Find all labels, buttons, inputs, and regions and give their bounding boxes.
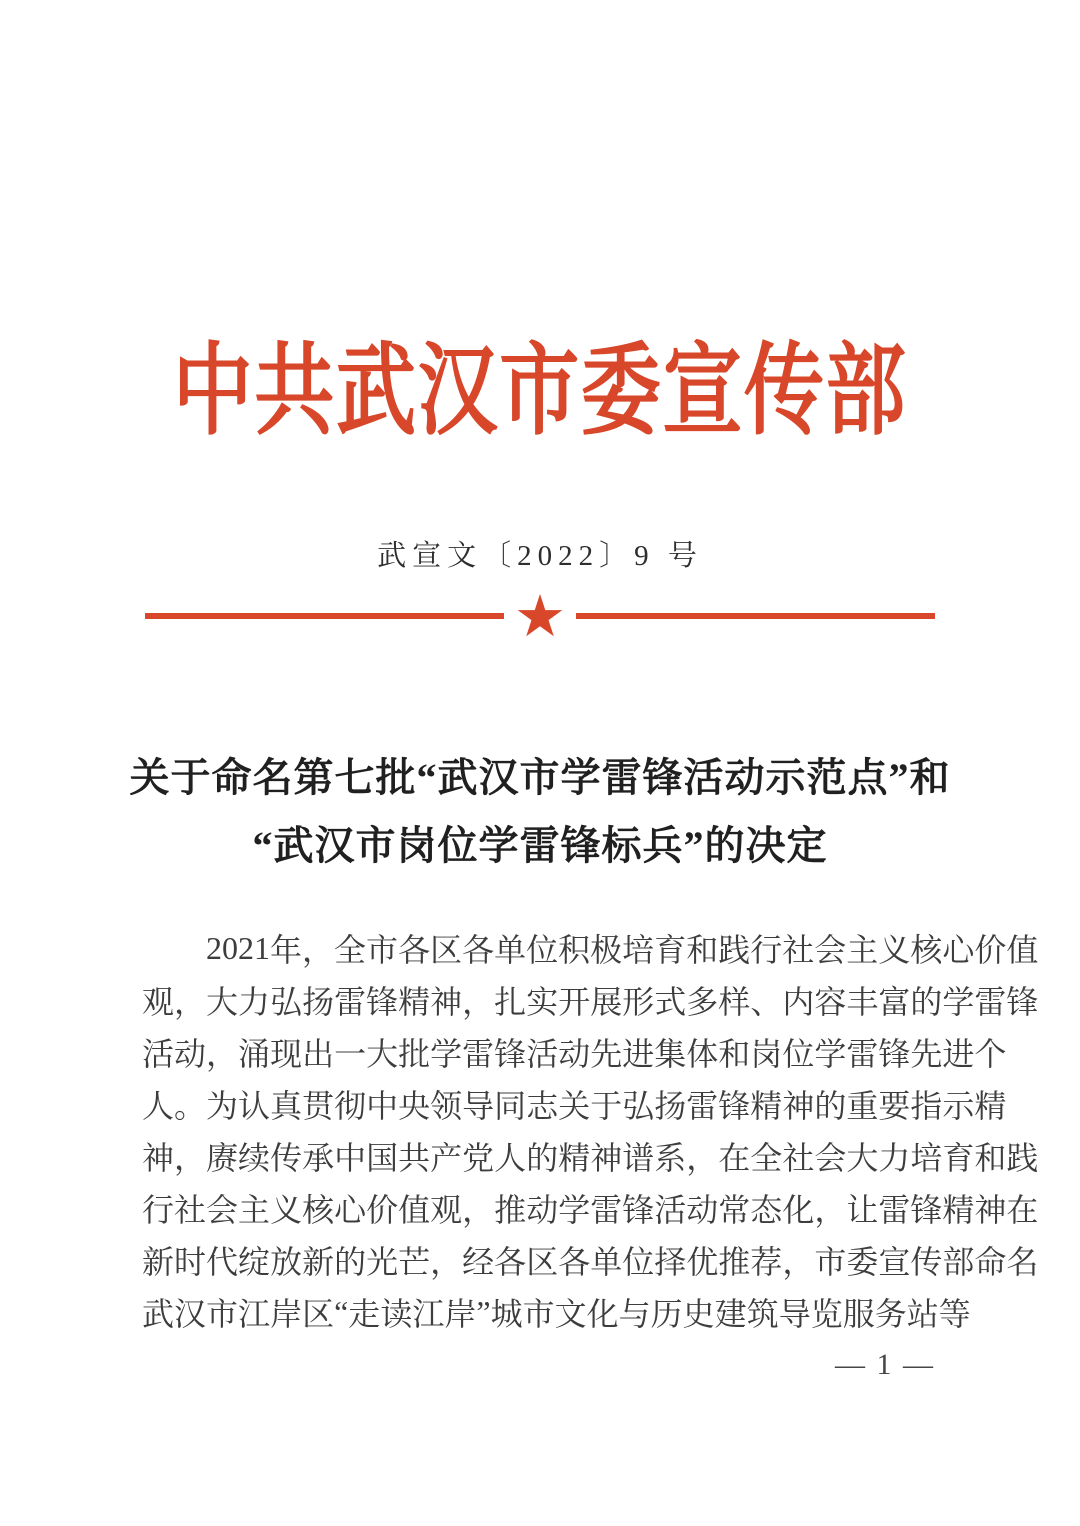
document-title-line-2: “武汉市岗位学雷锋标兵”的决定	[252, 823, 828, 868]
document-number: 武宣文〔2022〕9 号	[377, 540, 703, 572]
page-number: — 1 —	[835, 1348, 935, 1381]
body-paragraph	[142, 922, 1039, 1338]
letterhead-organization: 中共武汉市委宣传部	[172, 336, 908, 447]
divider-rule-left	[145, 613, 504, 619]
star-icon: ★	[514, 582, 566, 650]
body-line: 观 ， 大 力 弘 扬 雷 锋 精 神 ， 扎 实 开 展 形 式 多 样 、 内 容 丰 富 的 学 雷 锋	[142, 984, 1039, 1020]
body-line: 人 。 为 认 真 贯 彻 中 央 领 导 同 志 关 于 弘 扬 雷 锋 精 神 的 重 要 指 示 精	[142, 1088, 1007, 1124]
body-line: 神 ， 赓 续 传 承 中 国 共 产 党 人 的 精 神 谱 系 ， 在 全 社 会 大 力 培 育 和 践	[142, 1140, 1039, 1176]
document-title	[60, 744, 1020, 880]
body-line: 2021 年 ， 全 市 各 区 各 单 位 积 极 培 育 和 践 行 社 会 主 义 核 心 价 值	[206, 929, 1039, 968]
document-title-line-1: 关于命名第七批“武汉市学雷锋活动示范点”和	[129, 755, 951, 800]
body-line: 新 时 代 绽 放 新 的 光 芒 ， 经 各 区 各 单 位 择 优 推 荐 ， 市 委 宣 传 部 命 名	[142, 1244, 1039, 1280]
body-line: 行 社 会 主 义 核 心 价 值 观 ， 推 动 学 雷 锋 活 动 常 态 化 ， 让 雷 锋 精 神 在	[142, 1192, 1039, 1228]
body-line: 活 动 ， 涌 现 出 一 大 批 学 雷 锋 活 动 先 进 集 体 和 岗 位 学 雷 锋 先 进 个	[142, 1036, 1007, 1072]
body-line: 武 汉 市 江 岸 区 “ 走 读 江 岸 ” 城 市 文 化 与 历 史 建 筑 导 览 服 务 站 等	[142, 1293, 971, 1332]
divider-rule-right	[576, 613, 935, 619]
letterhead-divider	[145, 582, 935, 650]
